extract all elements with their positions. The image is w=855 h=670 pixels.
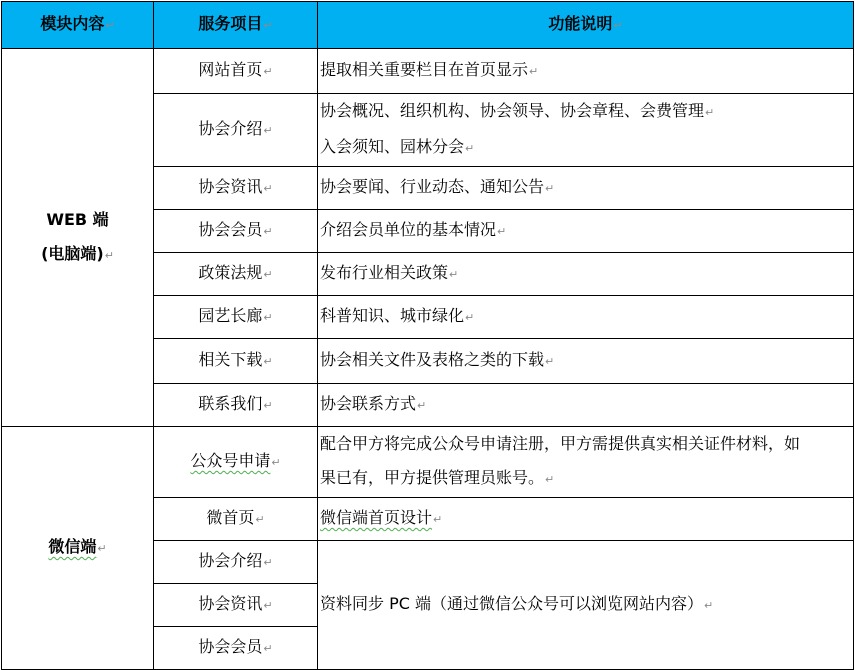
service-cell: 协会资讯↵ <box>154 584 318 627</box>
desc-cell-sync: 资料同步 PC 端（通过微信公众号可以浏览网站内容）↵ <box>318 541 854 670</box>
header-function: 功能说明↵ <box>318 2 854 49</box>
service-cell: 协会介绍↵ <box>154 94 318 167</box>
table-row <box>2 49 854 94</box>
service-cell: 协会资讯↵ <box>154 167 318 210</box>
service-cell: 联系我们↵ <box>154 384 318 427</box>
service-cell: 协会会员↵ <box>154 627 318 670</box>
service-cell: 公众号申请↵ <box>154 427 318 498</box>
service-cell: 园艺长廊↵ <box>154 296 318 339</box>
table-header-row <box>2 2 854 49</box>
service-cell: 协会会员↵ <box>154 210 318 253</box>
desc-cell: 协会联系方式↵ <box>318 384 854 427</box>
table-row <box>2 427 854 498</box>
service-cell: 协会介绍↵ <box>154 541 318 584</box>
module-wechat: 微信端↵ <box>2 427 154 670</box>
desc-cell: 配合甲方将完成公众号申请注册，甲方需提供真实相关证件材料，如 果已有，甲方提供管理员账号。↵ <box>318 427 854 498</box>
header-module: 模块内容↵ <box>2 2 154 49</box>
desc-cell: 协会概况、组织机构、协会领导、协会章程、会费管理↵ 入会须知、园林分会↵ <box>318 94 854 167</box>
desc-cell: 介绍会员单位的基本情况↵ <box>318 210 854 253</box>
header-service: 服务项目↵ <box>154 2 318 49</box>
service-cell: 政策法规↵ <box>154 253 318 296</box>
desc-cell: 微信端首页设计↵ <box>318 498 854 541</box>
service-cell: 相关下载↵ <box>154 339 318 384</box>
module-web: WEB 端 (电脑端)↵ <box>2 49 154 427</box>
service-table <box>1 1 854 670</box>
desc-cell: 协会要闻、行业动态、通知公告↵ <box>318 167 854 210</box>
desc-cell: 科普知识、城市绿化↵ <box>318 296 854 339</box>
desc-cell: 提取相关重要栏目在首页显示↵ <box>318 49 854 94</box>
desc-cell: 发布行业相关政策↵ <box>318 253 854 296</box>
desc-cell: 协会相关文件及表格之类的下载↵ <box>318 339 854 384</box>
service-cell: 网站首页↵ <box>154 49 318 94</box>
service-cell: 微首页↵ <box>154 498 318 541</box>
